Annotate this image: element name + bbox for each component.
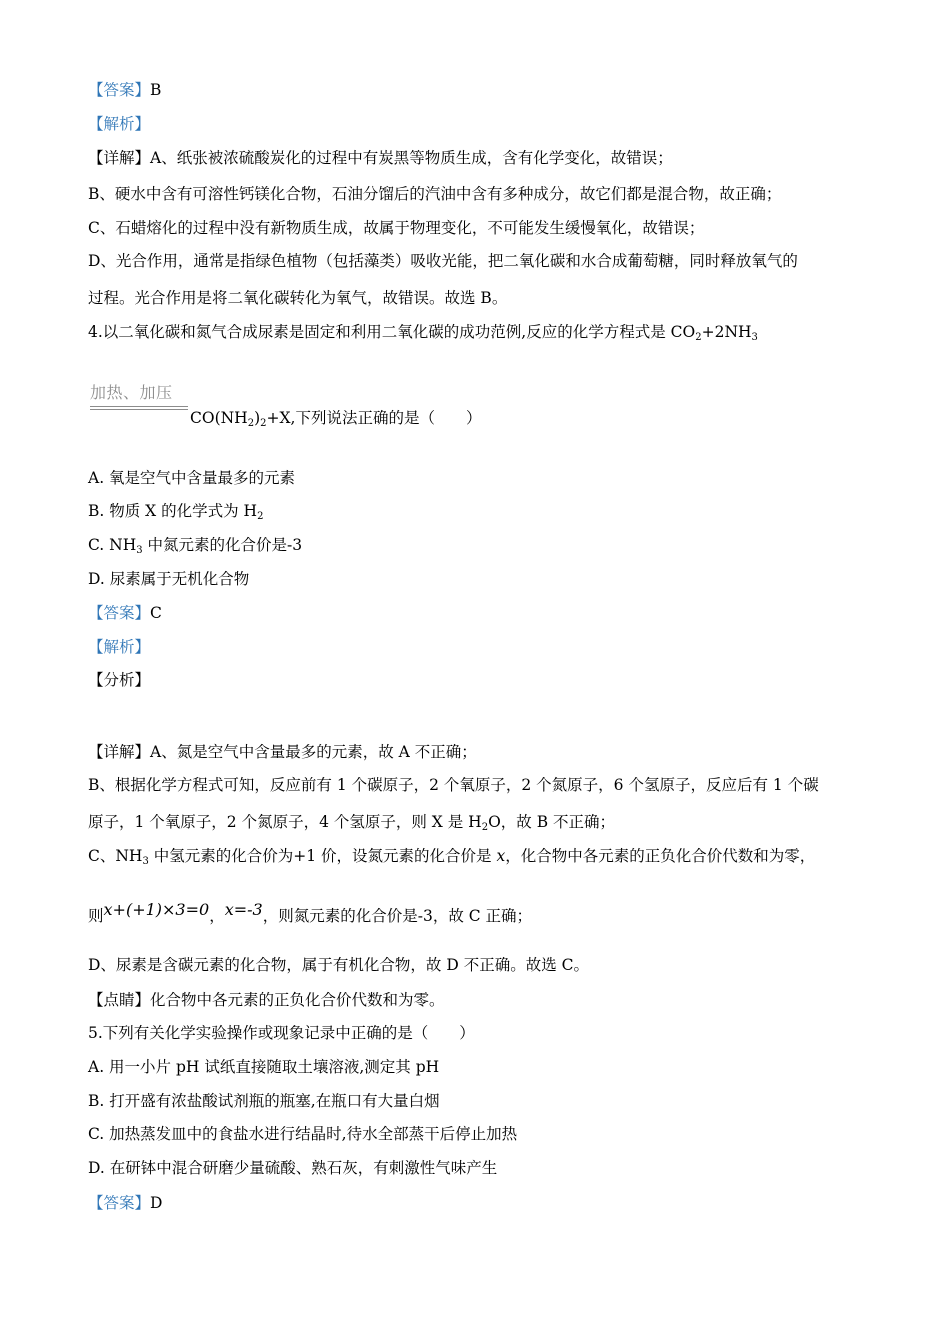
q4-analysis-label	[88, 637, 150, 657]
detail-label: 【详解】	[88, 743, 151, 761]
q4-detail-d: D、尿素是含碳元素的化合物，属于有机化合物，故 D 不正确。故选 C。	[88, 956, 589, 974]
q4-detail-b1: B、根据化学方程式可知，反应前有 1 个碳原子，2 个氧原子，2 个氮原子，6 个氢原子，反应后有 1 个碳	[88, 776, 819, 794]
q4-option-c-post: 中氮元素的化合价是-3	[142, 536, 303, 554]
q4-detail-b2	[88, 812, 615, 832]
q3-answer-line	[88, 80, 161, 100]
key-point-label: 【点睛】	[88, 991, 151, 1009]
q4-detail-c1-pre: C、NH	[88, 847, 143, 865]
q4-option-b-sub: 2	[257, 511, 264, 522]
breakdown-label: 【分析】	[88, 671, 151, 689]
q3-analysis-label	[88, 114, 150, 134]
q3-detail-c: C、石蜡熔化的过程中没有新物质生成，故属于物理变化，不可能发生缓慢氧化，故错误；	[88, 219, 705, 237]
analysis-label: 【解析】	[88, 115, 151, 133]
q4-stem-line2	[190, 408, 481, 428]
q4-detail-b2-post: O，故 B 不正确；	[488, 813, 616, 831]
q4-option-d: D. 尿素属于无机化合物	[88, 570, 250, 588]
q3-detail-d1: D、光合作用，通常是指绿色植物（包括藻类）吸收光能，把二氧化碳和水合成葡萄糖，同时释放氧气的	[88, 252, 798, 270]
q3-detail-a-text: A、纸张被浓硫酸炭化的过程中有炭黑等物质生成，含有化学变化，故错误；	[150, 149, 673, 167]
q4-detail-a-text: A、氮是空气中含量最多的元素，故 A 不正确；	[150, 743, 477, 761]
q4-breakdown-label	[88, 670, 150, 690]
q4-detail-c1-sub: 3	[142, 856, 149, 867]
reaction-condition: 加热、加压	[90, 383, 173, 402]
q4-detail-c1-post: ，化合物中各元素的正负化合价代数和为零，	[505, 847, 816, 865]
answer-label: 【答案】	[88, 1194, 151, 1212]
q5-option-b: B. 打开盛有浓盐酸试剂瓶的瓶塞,在瓶口有大量白烟	[88, 1092, 440, 1110]
q3-detail-a	[88, 148, 673, 168]
q4-product-c: +X,下列说法正确的是（ ）	[266, 409, 482, 427]
q5-stem: 5.下列有关化学实验操作或现象记录中正确的是（ ）	[88, 1024, 475, 1042]
q3-answer-value: B	[150, 81, 162, 99]
q4-key-point	[88, 990, 445, 1010]
q4-calc-prefix: 则	[88, 907, 104, 925]
q4-stem-line1	[88, 322, 758, 342]
q4-stem-text-b: +2NH	[701, 323, 752, 341]
answer-label: 【答案】	[88, 604, 151, 622]
q3-detail-d2: 过程。光合作用是将二氧化碳转化为氧气，故错误。故选 B。	[88, 289, 508, 307]
q4-option-a: A. 氧是空气中含量最多的元素	[88, 469, 296, 487]
detail-label: 【详解】	[88, 149, 151, 167]
q4-calc-line	[88, 900, 533, 926]
q4-detail-a	[88, 742, 477, 762]
q4-option-c-pre: C. NH	[88, 536, 137, 554]
q4-key-point-text: 化合物中各元素的正负化合价代数和为零。	[150, 991, 445, 1009]
q4-option-b	[88, 501, 263, 521]
q5-option-a: A. 用一小片 pH 试纸直接随取土壤溶液,测定其 pH	[88, 1058, 440, 1076]
q4-product-sub-2: 2	[260, 418, 267, 429]
q4-detail-b2-pre: 原子，1 个氧原子，2 个氮原子，4 个氢原子，则 X 是 H	[88, 813, 482, 831]
q4-detail-b2-sub: 2	[481, 822, 489, 833]
answer-label: 【答案】	[88, 81, 151, 99]
q4-option-c-sub: 3	[136, 545, 143, 556]
q5-option-c: C. 加热蒸发皿中的食盐水进行结晶时,待水全部蒸干后停止加热	[88, 1125, 518, 1143]
q3-detail-b: B、硬水中含有可溶性钙镁化合物，石油分馏后的汽油中含有多种成分，故它们都是混合物，故正确；	[88, 185, 782, 203]
reaction-arrow-bar-bottom	[90, 409, 188, 410]
q4-product-sub-1: 2	[247, 418, 255, 429]
q5-answer-value: D	[150, 1194, 163, 1212]
q4-calc-eq1: x+(+1)×3=0	[103, 900, 210, 919]
q4-stem-sub-1: 2	[695, 332, 702, 343]
q4-answer-line	[88, 603, 162, 623]
q4-answer-value: C	[150, 604, 162, 622]
q4-product-b: )	[254, 409, 261, 427]
q4-product-a: CO(NH	[190, 409, 248, 427]
reaction-arrow-bar-top	[90, 406, 188, 407]
q4-detail-c1-mid: 中氢元素的化合价为+1 价，设氮元素的化合价是	[148, 847, 497, 865]
q4-stem-text: 4.以二氧化碳和氮气合成尿素是固定和利用二氧化碳的成功范例,反应的化学方程式是 CO	[88, 323, 696, 341]
q4-option-c	[88, 535, 302, 555]
q4-calc-suffix: ，则氮元素的化合价是-3，故 C 正确；	[262, 907, 533, 925]
q5-option-d: D. 在研钵中混合研磨少量硫酸、熟石灰，有刺激性气味产生	[88, 1159, 498, 1177]
q5-answer-line	[88, 1193, 162, 1213]
analysis-label: 【解析】	[88, 638, 151, 656]
q4-stem-sub-2: 3	[751, 332, 758, 343]
q4-detail-c1	[88, 846, 815, 866]
q4-detail-c1-var: x	[496, 847, 506, 865]
q4-calc-eq2: x=-3	[224, 900, 263, 919]
q4-option-b-text: B. 物质 X 的化学式为 H	[88, 502, 258, 520]
q4-calc-sep: ，	[209, 907, 225, 925]
